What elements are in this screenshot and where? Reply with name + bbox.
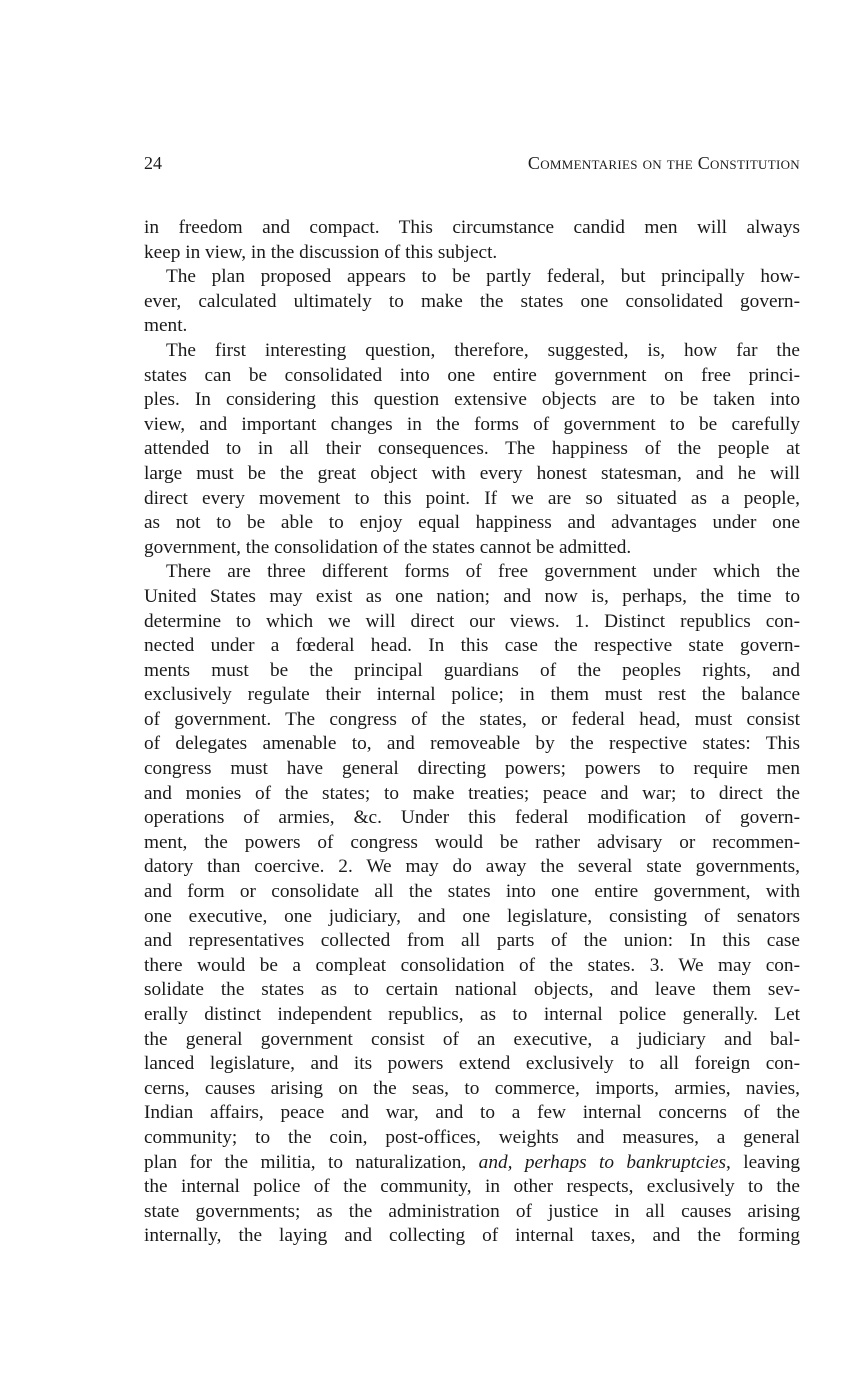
text-line: states can be consolidated into one entire government on free princi- (144, 364, 800, 386)
paragraph (144, 265, 800, 339)
paragraph (144, 216, 800, 265)
text-line: and representatives collected from all parts of the union: In this case (144, 930, 800, 952)
paragraph (144, 560, 800, 1249)
text-line: state governments; as the administration of justice in all causes arising (144, 1200, 800, 1222)
running-title: Commentaries on the Constitution (527, 153, 800, 173)
text-line-with-italic (144, 1151, 800, 1176)
text-line: the internal police of the community, in other respects, exclusively to the (144, 1176, 800, 1198)
text-line: keep in view, in the discussion of this subject. (144, 241, 498, 263)
text-line: Indian affairs, peace and war, and to a few internal concerns of the (144, 1102, 800, 1124)
text-line: one executive, one judiciary, and one legislature, consisting of senators (144, 905, 800, 927)
text-line: cerns, causes arising on the seas, to commerce, imports, armies, navies, (144, 1077, 800, 1099)
text-segment: , leaving (726, 1151, 800, 1173)
text-line: in freedom and compact. This circumstance candid men will always (144, 217, 800, 238)
text-line: exclusively regulate their internal police; in them must rest the balance (144, 684, 800, 706)
text-line: There are three different forms of free government under which the (166, 561, 800, 583)
text-line: government, the consolidation of the states cannot be admitted. (144, 536, 632, 558)
text-line: datory than coercive. 2. We may do away the several state governments, (144, 856, 800, 878)
text-line: large must be the great object with every honest statesman, and he will (144, 462, 800, 484)
text-line: erally distinct independent republics, as to internal police generally. Let (144, 1004, 800, 1025)
text-line: ment, the powers of congress would be rather advisary or recommen- (144, 831, 800, 853)
text-line: of government. The congress of the states, or federal head, must consist (144, 708, 800, 730)
text-line: view, and important changes in the forms of government to be carefully (144, 413, 800, 435)
text-line: operations of armies, &c. Under this federal modification of govern- (144, 807, 800, 829)
text-line: ment. (144, 315, 188, 337)
page-number: 24 (144, 153, 162, 173)
text-line: determine to which we will direct our views. 1. Distinct republics con- (144, 610, 800, 632)
text-line: solidate the states as to certain national objects, and leave them sev- (144, 979, 800, 1001)
text-line: The plan proposed appears to be partly federal, but principally how- (166, 266, 800, 288)
text-line: of delegates amenable to, and removeable by the respective states: This (144, 733, 800, 755)
text-line: community; to the coin, post-offices, weights and measures, a general (144, 1126, 800, 1148)
text-line: as not to be able to enjoy equal happiness and advantages under one (144, 512, 800, 534)
text-line: lanced legislature, and its powers extend exclusively to all foreign con- (144, 1053, 800, 1075)
text-line: attended to in all their consequences. The happiness of the people at (144, 438, 800, 460)
text-line: internally, the laying and collecting of internal taxes, and the forming (144, 1225, 800, 1247)
paragraph (144, 339, 800, 560)
running-head (144, 148, 800, 178)
text-line: and monies of the states; to make treaties; peace and war; to direct the (144, 782, 800, 804)
body-text (144, 216, 800, 1249)
text-line: The first interesting question, therefore, suggested, is, how far the (166, 339, 800, 361)
text-line: direct every movement to this point. If we are so situated as a people, (144, 487, 800, 509)
text-line: and form or consolidate all the states into one entire government, with (144, 881, 800, 903)
text-line: United States may exist as one nation; and now is, perhaps, the time to (144, 585, 800, 607)
text-segment: plan for the militia, to naturalization, (144, 1151, 479, 1173)
text-line: congress must have general directing powers; powers to require men (144, 758, 800, 780)
text-line: there would be a compleat consolidation of the states. 3. We may con- (144, 954, 800, 976)
text-line: ever, calculated ultimately to make the states one consolidated govern- (144, 290, 800, 312)
text-line: nected under a fœderal head. In this case the respective state govern- (144, 635, 800, 657)
italic-phrase: and, perhaps to bankruptcies (478, 1151, 727, 1173)
text-line: ples. In considering this question extensive objects are to be taken into (144, 389, 800, 411)
text-line: the general government consist of an executive, a judiciary and bal- (144, 1028, 800, 1050)
text-line: ments must be the principal guardians of the peoples rights, and (144, 659, 800, 681)
